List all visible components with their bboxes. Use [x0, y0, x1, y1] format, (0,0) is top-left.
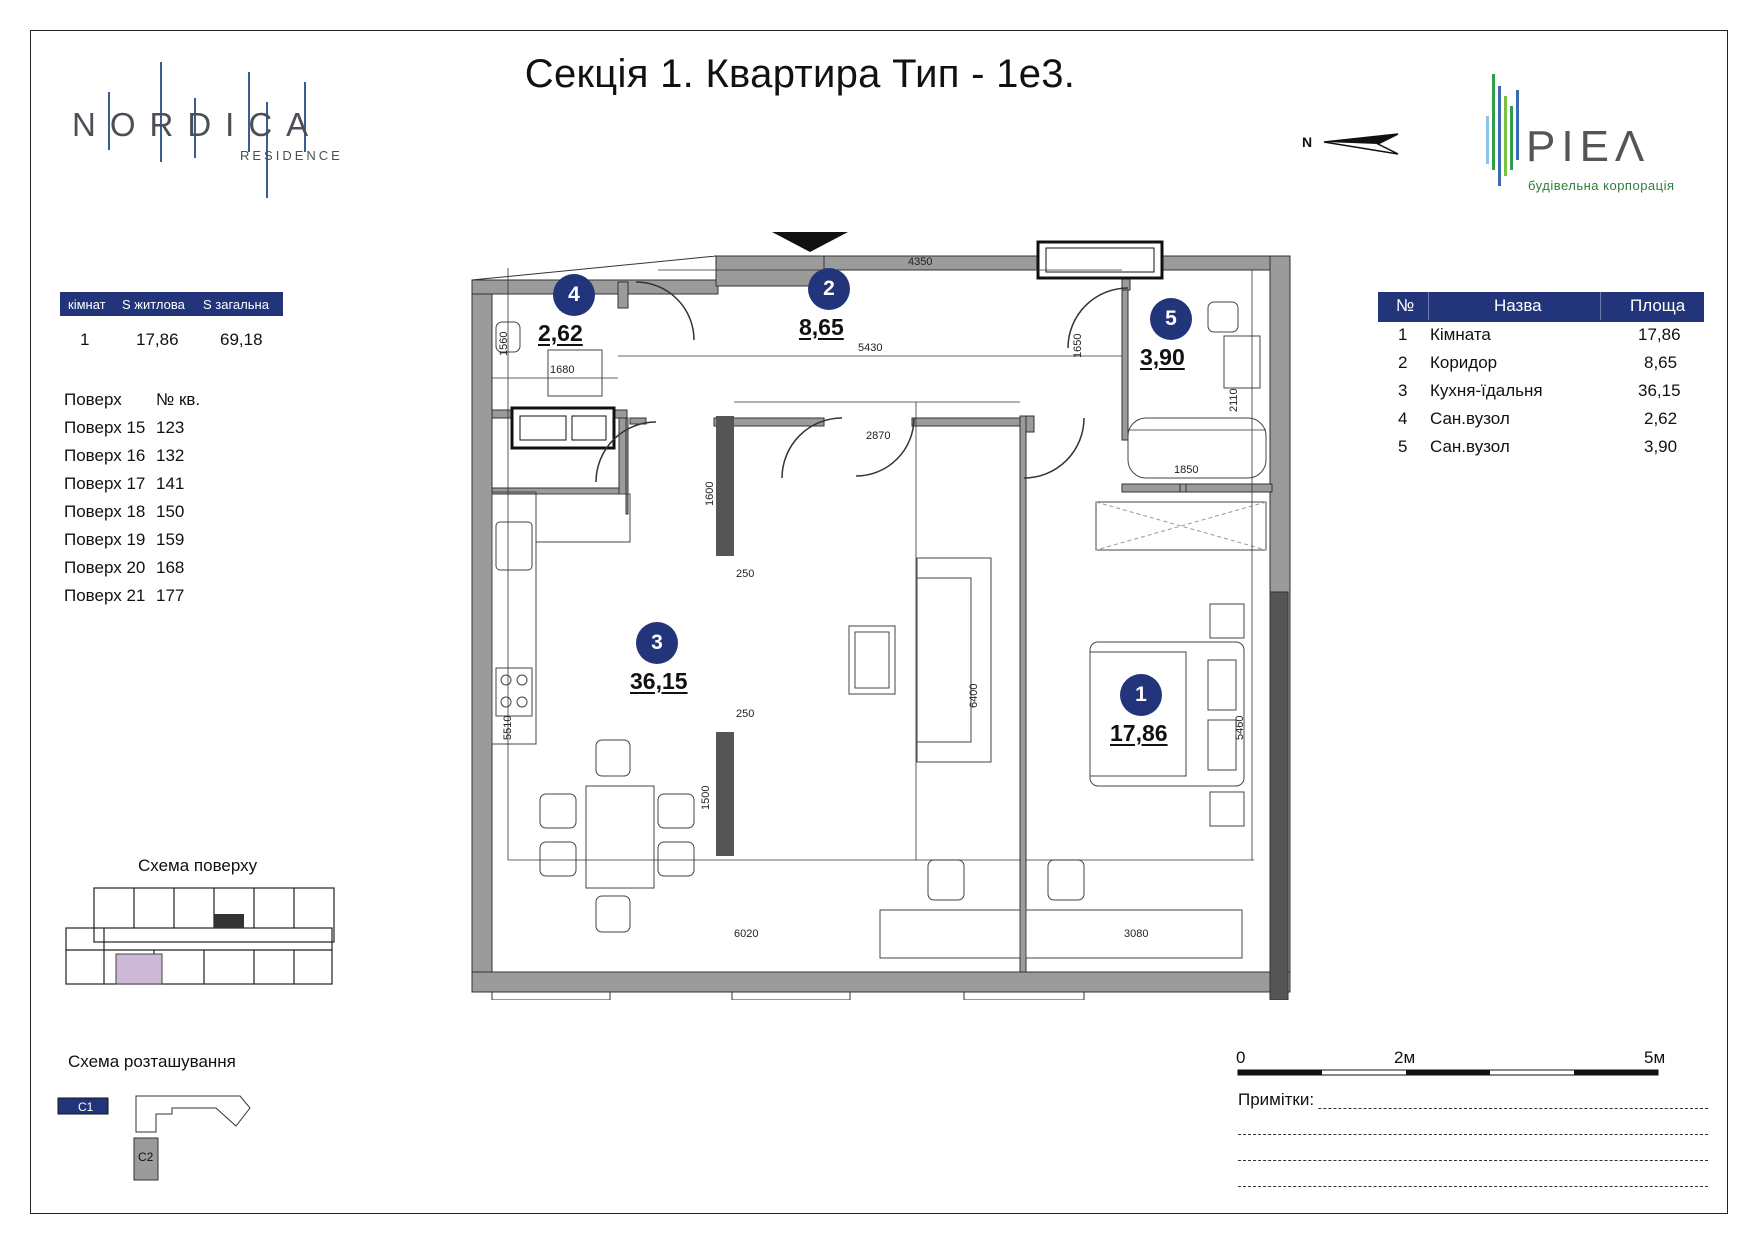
floor-scheme [64, 880, 340, 992]
room-name: Сан.вузол [1430, 409, 1510, 428]
riel-logo [1484, 66, 1694, 206]
apt-number: 168 [156, 558, 185, 577]
rooms-table-row [1378, 350, 1704, 378]
apt-number: 123 [156, 418, 185, 437]
entrance-marker [772, 232, 848, 252]
summary-total-value: 69,18 [220, 330, 263, 349]
dim-label: 6020 [734, 928, 759, 940]
room-area: 17,86 [1638, 325, 1681, 344]
floor-scheme-title: Схема поверху [138, 856, 258, 875]
riel-sub: будівельна корпорація [1528, 178, 1675, 193]
nordica-logo [72, 62, 352, 202]
rooms-table-row [1378, 406, 1704, 434]
dim-label: 5510 [502, 715, 514, 740]
summary-header-total: S загальна [203, 296, 269, 312]
summary-rooms-value: 1 [80, 330, 90, 349]
rooms-header-name: Назва [1494, 296, 1542, 315]
dim-label: 6400 [968, 683, 980, 708]
room-number: 4 [1398, 409, 1408, 428]
site-scheme [56, 1094, 256, 1184]
room-area: 2,62 [1644, 409, 1678, 428]
room-area-3: 36,15 [630, 668, 688, 694]
scale-label-0: 0 [1236, 1048, 1246, 1067]
scale-bar-graphic [1236, 1048, 1666, 1088]
apt-number: 150 [156, 502, 185, 521]
room-number: 5 [1398, 437, 1408, 456]
room-badge-4: 4 [553, 274, 595, 316]
floor-label: Поверх 21 [64, 586, 146, 605]
summary-header [60, 292, 283, 316]
logo-word: NORDICA [72, 106, 323, 143]
dim-label: 4350 [908, 256, 933, 268]
room-number: 1 [1398, 325, 1408, 344]
floor-scheme-drawing [64, 880, 340, 992]
north-arrow [1302, 130, 1402, 160]
room-badge-3: 3 [636, 622, 678, 664]
c2-label: С2 [138, 1150, 154, 1164]
room-name: Коридор [1430, 353, 1498, 372]
room-area: 8,65 [1644, 353, 1678, 372]
floor-label: Поверх 20 [64, 558, 146, 577]
dim-label: 1600 [704, 481, 716, 506]
dim-label: 250 [736, 708, 755, 720]
c1-label: С1 [78, 1100, 94, 1114]
apt-number: 159 [156, 530, 185, 549]
room-badge-2: 2 [808, 268, 850, 310]
floors-header-apt: № кв. [156, 390, 201, 409]
floor-label: Поверх 19 [64, 530, 146, 549]
room-number: 2 [1398, 353, 1408, 372]
room-area: 3,90 [1644, 437, 1678, 456]
site-scheme-title: Схема розташування [68, 1052, 236, 1071]
scale-bar [1236, 1048, 1666, 1088]
room-area-1: 17,86 [1110, 720, 1168, 746]
dim-label: 3080 [1124, 928, 1149, 940]
dim-label: 1650 [1072, 333, 1084, 358]
floor-label: Поверх 18 [64, 502, 146, 521]
notes-label: Примітки: [1238, 1090, 1318, 1110]
room-area-4: 2,62 [538, 320, 583, 346]
room-area-2: 8,65 [799, 314, 844, 340]
floor-label: Поверх 15 [64, 418, 146, 437]
logo-sub: RESIDENCE [240, 148, 343, 163]
room-badge-5: 5 [1150, 298, 1192, 340]
apt-number: 132 [156, 446, 185, 465]
dim-label: 5460 [1234, 715, 1246, 740]
summary-living-value: 17,86 [136, 330, 179, 349]
summary-header-living: S житлова [122, 296, 185, 312]
apt-number: 177 [156, 586, 185, 605]
room-area: 36,15 [1638, 381, 1681, 400]
floor-label: Поверх 17 [64, 474, 146, 493]
rooms-header-area: Площа [1630, 296, 1686, 315]
room-name: Кухня-їдальня [1430, 381, 1543, 400]
floor-plan [468, 232, 1294, 1000]
rooms-table [1378, 292, 1704, 456]
dim-label: 1680 [550, 364, 575, 376]
north-arrow-icon [1302, 130, 1402, 160]
rooms-table-row [1378, 322, 1704, 350]
room-name: Кімната [1430, 325, 1491, 344]
scale-label-5m: 5м [1644, 1048, 1666, 1067]
floor-label: Поверх 16 [64, 446, 146, 465]
room-badge-1: 1 [1120, 674, 1162, 716]
north-label: N [1302, 134, 1313, 150]
riel-word: PIEΛ [1526, 122, 1651, 171]
room-name: Сан.вузол [1430, 437, 1510, 456]
dim-label: 1500 [700, 785, 712, 810]
rooms-table-header [1378, 292, 1704, 320]
summary-header-rooms: кімнат [68, 296, 106, 312]
dim-label: 250 [736, 568, 755, 580]
scale-label-2m: 2м [1394, 1048, 1416, 1067]
room-area-5: 3,90 [1140, 344, 1185, 370]
dim-label: 2110 [1228, 388, 1240, 412]
apt-number: 141 [156, 474, 185, 493]
page-title: Секція 1. Квартира Тип - 1е3. [524, 52, 1076, 96]
dim-label: 2870 [866, 430, 891, 442]
rooms-table-row [1378, 378, 1704, 406]
dim-label: 5430 [858, 342, 883, 354]
room-number: 3 [1398, 381, 1408, 400]
rooms-header-num: № [1396, 296, 1415, 315]
dim-label: 1850 [1174, 464, 1199, 476]
dim-label: 1560 [498, 331, 510, 356]
rooms-table-row [1378, 434, 1704, 462]
floors-header-floor: Поверх [64, 390, 122, 409]
